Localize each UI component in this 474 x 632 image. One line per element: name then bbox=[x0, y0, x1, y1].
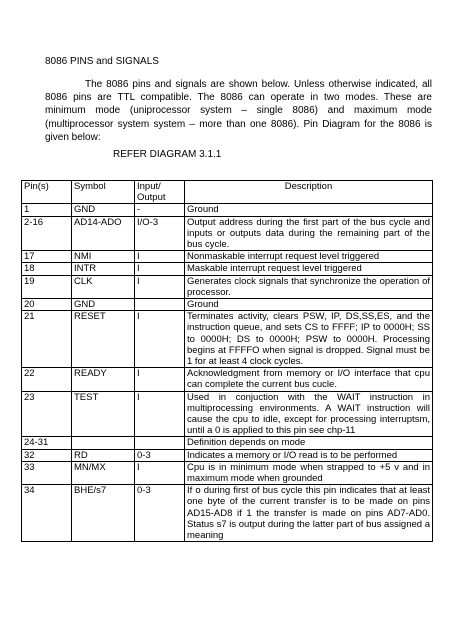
intro-paragraph bbox=[45, 78, 432, 144]
header-description: Description bbox=[185, 181, 433, 204]
table-row bbox=[22, 368, 433, 391]
refer-diagram-note: REFER DIAGRAM 3.1.1 bbox=[113, 149, 222, 160]
cell-symbol: RESET bbox=[72, 311, 135, 368]
table-row bbox=[22, 485, 433, 542]
cell-pin: 24-31 bbox=[22, 437, 72, 449]
cell-description: Used in conjuction with the WAIT instruction in multiprocessing environments. A WAIT instruction will cause the cpu to idle, except for processing interruptsm, until a 0 is applied to this pin see chp-11 bbox=[185, 391, 433, 437]
header-io: Input/ Output bbox=[135, 181, 185, 204]
cell-symbol: RD bbox=[72, 449, 135, 461]
doc-title: 8086 PINS and SIGNALS bbox=[45, 56, 159, 67]
cell-description: Definition depends on mode bbox=[185, 437, 433, 449]
table-row bbox=[22, 204, 433, 216]
cell-pin: 2-16 bbox=[22, 216, 72, 251]
cell-description: Ground bbox=[185, 204, 433, 216]
cell-symbol bbox=[72, 437, 135, 449]
cell-io: I bbox=[135, 391, 185, 437]
table-row bbox=[22, 299, 433, 311]
cell-symbol: AD14-ADO bbox=[72, 216, 135, 251]
cell-symbol: GND bbox=[72, 204, 135, 216]
cell-description: If o during first of bus cycle this pin indicates that at least one byte of the current transfer is to be made on pins AD15-AD8 if 1 the transfer is made on pins AD7-AD0. Status s7 is output during the latter part of bus assigned a meaning bbox=[185, 485, 433, 542]
cell-symbol: TEST bbox=[72, 391, 135, 437]
cell-description: Ground bbox=[185, 299, 433, 311]
cell-symbol: BHE/s7 bbox=[72, 485, 135, 542]
table-row bbox=[22, 461, 433, 484]
table-row bbox=[22, 391, 433, 437]
cell-io: - bbox=[135, 204, 185, 216]
pins-table bbox=[21, 180, 433, 542]
cell-pin: 1 bbox=[22, 204, 72, 216]
cell-symbol: CLK bbox=[72, 275, 135, 298]
table-row bbox=[22, 437, 433, 449]
cell-io bbox=[135, 437, 185, 449]
cell-pin: 19 bbox=[22, 275, 72, 298]
table-row bbox=[22, 251, 433, 263]
cell-description: Indicates a memory or I/O read is to be performed bbox=[185, 449, 433, 461]
cell-symbol: INTR bbox=[72, 263, 135, 275]
cell-pin: 18 bbox=[22, 263, 72, 275]
cell-io: I/O-3 bbox=[135, 216, 185, 251]
table-header-row bbox=[22, 181, 433, 204]
cell-symbol: READY bbox=[72, 368, 135, 391]
cell-pin: 23 bbox=[22, 391, 72, 437]
cell-io: 0-3 bbox=[135, 485, 185, 542]
intro-text: The 8086 pins and signals are shown below. Unless otherwise indicated, all 8086 pins are TTL compatible. The 8086 can operate in two modes. These are minimum mode (uniprocessor system – single 8086) and maximum mode (multiprocessor system system – more than one 8086). Pin Diagram for the 8086 is given below: bbox=[45, 79, 432, 143]
cell-description: Generates clock signals that synchronize the operation of processor. bbox=[185, 275, 433, 298]
cell-pin: 22 bbox=[22, 368, 72, 391]
table-row bbox=[22, 311, 433, 368]
header-symbol: Symbol bbox=[72, 181, 135, 204]
table-row bbox=[22, 275, 433, 298]
cell-io bbox=[135, 299, 185, 311]
table-row bbox=[22, 263, 433, 275]
cell-symbol: GND bbox=[72, 299, 135, 311]
cell-pin: 32 bbox=[22, 449, 72, 461]
cell-io: I bbox=[135, 461, 185, 484]
cell-description: Output address during the first part of the bus cycle and inputs or outputs data during the remaining part of the bus cycle. bbox=[185, 216, 433, 251]
cell-pin: 33 bbox=[22, 461, 72, 484]
table-row bbox=[22, 449, 433, 461]
cell-symbol: MN/MX bbox=[72, 461, 135, 484]
table-row bbox=[22, 216, 433, 251]
cell-pin: 20 bbox=[22, 299, 72, 311]
cell-pin: 21 bbox=[22, 311, 72, 368]
cell-io: I bbox=[135, 251, 185, 263]
cell-symbol: NMI bbox=[72, 251, 135, 263]
cell-description: Maskable interrupt request level triggered bbox=[185, 263, 433, 275]
header-pin: Pin(s) bbox=[22, 181, 72, 204]
cell-pin: 34 bbox=[22, 485, 72, 542]
cell-description: Cpu is in minimum mode when strapped to +5 v and in maximum mode when grounded bbox=[185, 461, 433, 484]
cell-description: Terminates activity, clears PSW, IP, DS,SS,ES, and the instruction queue, and sets CS to FFFF; IP to 0000H; SS to 0000H; DS to 0000H; PSW to 0000H. Processing begins at FFFFO when signal is dropped. Signal must be 1 for at least 4 clock cycles. bbox=[185, 311, 433, 368]
cell-pin: 17 bbox=[22, 251, 72, 263]
cell-io: I bbox=[135, 311, 185, 368]
cell-io: 0-3 bbox=[135, 449, 185, 461]
cell-description: Acknowledgment from memory or I/O interface that cpu can complete the current bus cucle. bbox=[185, 368, 433, 391]
cell-io: I bbox=[135, 275, 185, 298]
cell-description: Nonmaskable interrupt request level triggered bbox=[185, 251, 433, 263]
cell-io: I bbox=[135, 263, 185, 275]
cell-io: I bbox=[135, 368, 185, 391]
